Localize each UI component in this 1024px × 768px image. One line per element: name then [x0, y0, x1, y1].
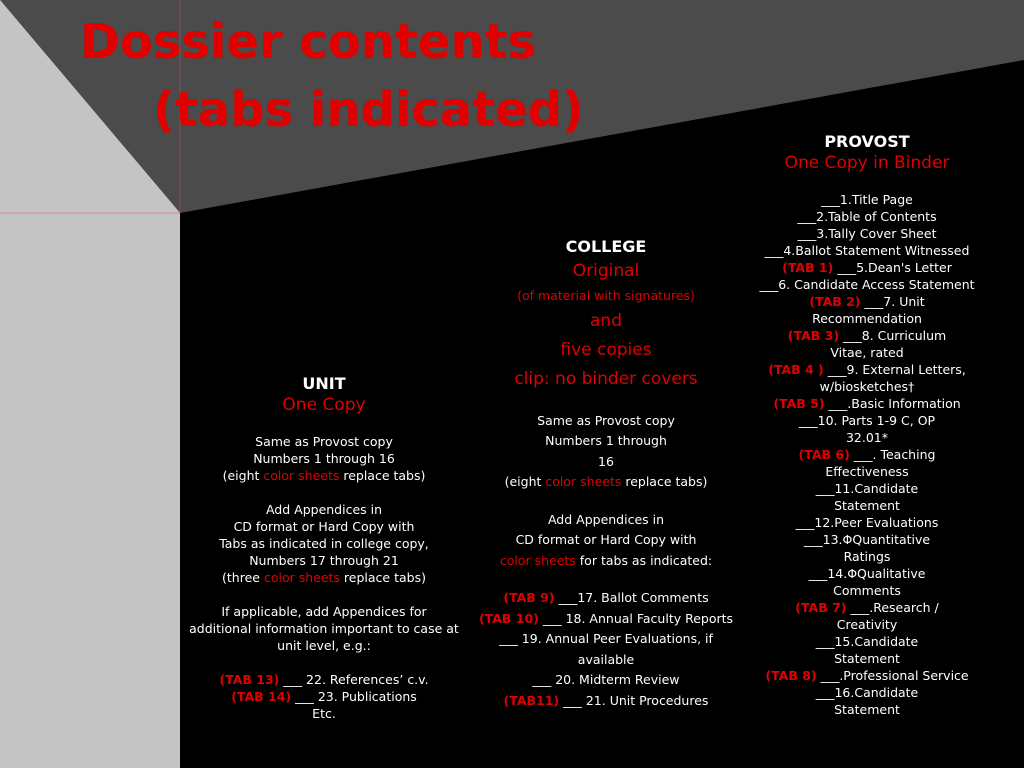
- item-text: for tabs as indicated:: [575, 552, 713, 568]
- list-item: [752, 310, 982, 327]
- list-item: [188, 671, 460, 688]
- provost-subheading: One Copy in Binder: [784, 153, 950, 173]
- list-item: [752, 514, 982, 531]
- item-text: CD format or Hard Copy with: [515, 532, 697, 547]
- item-text: ___.Professional Service: [816, 668, 969, 683]
- spacer: [466, 394, 746, 411]
- tab-label: (TAB 13): [219, 672, 280, 687]
- list-item: [752, 242, 982, 259]
- list-item: [752, 497, 982, 514]
- item-text: Statement: [834, 702, 900, 717]
- item-text: ___8. Curriculum: [839, 328, 947, 343]
- list-item: [752, 565, 982, 582]
- list-item: [466, 530, 746, 551]
- item-text: 16: [598, 453, 614, 469]
- item-text: Numbers 17 through 21: [249, 553, 399, 568]
- item-text: Comments: [833, 583, 901, 598]
- item-text: Numbers 1 through 16: [253, 451, 395, 466]
- college-subheading: Original: [572, 261, 640, 281]
- list-item: [466, 411, 746, 432]
- list-item: [466, 510, 746, 531]
- list-item: [752, 684, 982, 701]
- unit-heading: UNIT: [302, 374, 346, 393]
- item-text: replace tabs): [339, 570, 426, 585]
- item-text: ___ 20. Midterm Review: [532, 672, 680, 687]
- item-text: ___16.Candidate: [815, 685, 919, 700]
- item-text: 32.01*: [845, 430, 889, 445]
- list-item: [466, 650, 746, 671]
- list-item: [188, 535, 460, 552]
- spacer: [466, 493, 746, 510]
- item-text: ___ 18. Annual Faculty Reports: [538, 610, 734, 626]
- item-text: ___9. External Letters,: [823, 362, 966, 377]
- list-item: [188, 501, 460, 518]
- list-item: [188, 569, 460, 586]
- item-text: ___6. Candidate Access Statement: [759, 277, 975, 292]
- list-item: [752, 531, 982, 548]
- tab-label: (TAB 8): [765, 668, 817, 683]
- item-text: (eight: [222, 468, 264, 483]
- slide-title-line1: Dossier contents: [80, 14, 537, 70]
- color-sheets-text: color sheets: [263, 468, 340, 483]
- item-text: ___5.Dean's Letter: [833, 260, 952, 275]
- item-text: Effectiveness: [825, 464, 909, 479]
- color-sheets-text: color sheets: [263, 570, 340, 585]
- list-item: [752, 480, 982, 497]
- item-text: Add Appendices in: [265, 502, 383, 517]
- spacer: [188, 586, 460, 603]
- item-text: Ratings: [843, 549, 891, 564]
- provost-lines: [752, 174, 982, 718]
- list-item: [188, 705, 460, 722]
- item-text: Vitae, rated: [830, 345, 904, 360]
- list-item: [466, 588, 746, 609]
- provost-column: [752, 132, 982, 718]
- item-text: Same as Provost copy: [537, 412, 675, 428]
- item-text: Recommendation: [812, 311, 922, 326]
- item-text: ___10. Parts 1-9 C, OP: [798, 413, 936, 428]
- list-item: [752, 225, 982, 242]
- spacer: [188, 484, 460, 501]
- list-item: [752, 548, 982, 565]
- tab-label: (TAB 14): [231, 689, 292, 704]
- tab-label: (TAB 7): [795, 600, 847, 615]
- list-item: [752, 582, 982, 599]
- list-item: [752, 412, 982, 429]
- item-text: ___ 23. Publications: [291, 689, 417, 704]
- list-item: [752, 463, 982, 480]
- item-text: available: [577, 651, 635, 667]
- spacer: [466, 571, 746, 588]
- list-item: [752, 361, 982, 378]
- list-item: [752, 650, 982, 667]
- item-text: ___ 19. Annual Peer Evaluations, if: [499, 631, 713, 646]
- list-item: [466, 629, 746, 650]
- provost-heading: PROVOST: [824, 132, 910, 151]
- item-text: replace tabs): [621, 474, 708, 489]
- spacer: [188, 654, 460, 671]
- list-item: [752, 429, 982, 446]
- item-text: ___13.ΦQuantitative: [803, 532, 931, 547]
- list-item: [752, 208, 982, 225]
- item-text: ___2.Table of Contents: [797, 209, 937, 224]
- unit-column: [188, 374, 460, 722]
- item-text: Statement: [834, 498, 900, 513]
- list-item: [752, 667, 982, 684]
- item-text: ___11.Candidate: [815, 481, 919, 496]
- item-text: ___ 22. References’ c.v.: [279, 672, 429, 687]
- tab-label: (TAB 1): [782, 260, 834, 275]
- tab-label: (TAB 9): [503, 590, 555, 605]
- list-item: [188, 620, 460, 637]
- item-text: replace tabs): [339, 468, 426, 483]
- tab-label: (TAB 10): [478, 610, 539, 626]
- item-text: Add Appendices in: [547, 511, 665, 527]
- college-sub-line: and: [590, 310, 622, 331]
- college-column: [466, 237, 746, 711]
- item-text: CD format or Hard Copy with: [233, 519, 415, 534]
- item-text: ___1.Title Page: [821, 192, 913, 207]
- tab-label: (TAB 3): [787, 328, 840, 343]
- item-text: ___. Teaching: [849, 447, 936, 462]
- list-item: [466, 551, 746, 572]
- item-text: If applicable, add Appendices for: [221, 604, 427, 619]
- item-text: Statement: [834, 651, 900, 666]
- list-item: [752, 276, 982, 293]
- item-text: unit level, e.g.:: [277, 638, 371, 653]
- item-text: ___17. Ballot Comments: [554, 590, 709, 605]
- color-sheets-text: color sheets: [499, 552, 576, 568]
- list-item: [752, 599, 982, 616]
- item-text: (eight: [504, 474, 546, 489]
- item-text: ___.Basic Information: [824, 396, 961, 411]
- color-sheets-text: color sheets: [545, 474, 622, 489]
- tab-label: (TAB 4 ): [768, 362, 824, 377]
- list-item: [752, 395, 982, 412]
- list-item: [752, 633, 982, 650]
- college-heading: COLLEGE: [565, 237, 647, 256]
- list-item: [466, 609, 746, 630]
- item-text: Etc.: [312, 706, 336, 721]
- item-text: Creativity: [836, 617, 898, 632]
- college-sub-line: clip: no binder covers: [514, 368, 698, 389]
- tab-label: (TAB 5): [773, 396, 825, 411]
- list-item: [466, 472, 746, 493]
- list-item: [752, 293, 982, 310]
- item-text: ___7. Unit: [860, 294, 925, 309]
- college-lines: [466, 394, 746, 712]
- list-item: [188, 467, 460, 484]
- item-text: ___15.Candidate: [815, 634, 919, 649]
- list-item: [752, 344, 982, 361]
- college-note: (of material with signatures): [517, 288, 695, 303]
- list-item: [752, 616, 982, 633]
- item-text: ___3.Tally Cover Sheet: [797, 226, 937, 241]
- tab-label: (TAB 2): [809, 294, 861, 309]
- list-item: [752, 327, 982, 344]
- list-item: [752, 191, 982, 208]
- tab-label: (TAB11): [503, 692, 560, 708]
- item-text: Tabs as indicated in college copy,: [219, 536, 429, 551]
- list-item: [466, 431, 746, 452]
- item-text: ___14.ΦQualitative: [808, 566, 926, 581]
- list-item: [188, 433, 460, 450]
- item-text: ___ 21. Unit Procedures: [559, 692, 709, 708]
- list-item: [752, 446, 982, 463]
- unit-subheading: One Copy: [282, 395, 366, 415]
- list-item: [188, 518, 460, 535]
- item-text: ___.Research /: [846, 600, 939, 615]
- list-item: [188, 450, 460, 467]
- list-item: [752, 259, 982, 276]
- item-text: ___4.Ballot Statement Witnessed: [764, 243, 970, 258]
- spacer: [752, 174, 982, 191]
- spacer: [188, 416, 460, 433]
- item-text: additional information important to case at: [189, 621, 459, 636]
- list-item: [188, 603, 460, 620]
- list-item: [466, 452, 746, 473]
- item-text: (three: [222, 570, 264, 585]
- unit-lines: [188, 433, 460, 722]
- item-text: w/biosketches†: [819, 379, 915, 394]
- list-item: [188, 637, 460, 654]
- list-item: [752, 701, 982, 718]
- slide-title-line2: (tabs indicated): [153, 82, 584, 138]
- list-item: [188, 688, 460, 705]
- college-sub-line: five copies: [560, 339, 652, 360]
- list-item: [466, 691, 746, 712]
- tab-label: (TAB 6): [798, 447, 850, 462]
- item-text: ___12.Peer Evaluations: [795, 515, 939, 530]
- list-item: [466, 670, 746, 691]
- list-item: [188, 552, 460, 569]
- item-text: Numbers 1 through: [545, 433, 667, 448]
- list-item: [752, 378, 982, 395]
- item-text: Same as Provost copy: [255, 434, 393, 449]
